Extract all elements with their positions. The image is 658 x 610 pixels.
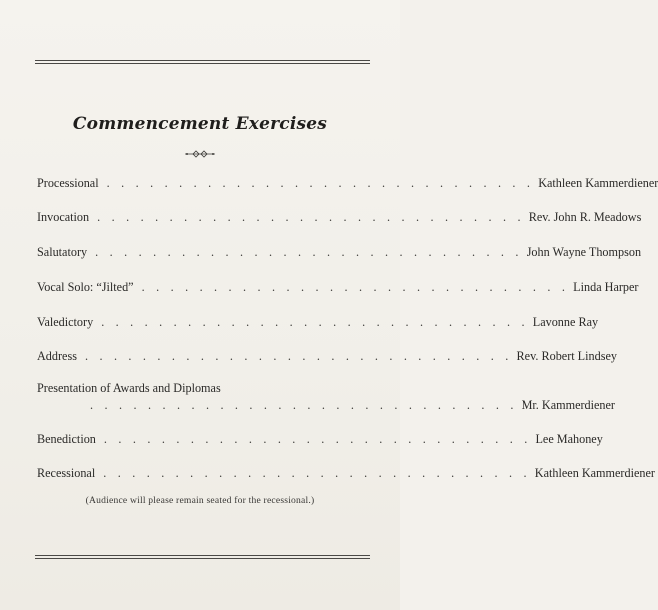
leader-dots: . . . . . . . . . . . . . . . . . . . . . . . . . . . . . . <box>103 466 531 480</box>
program-item: Processional <box>37 176 99 190</box>
program-item: Salutatory <box>37 245 88 259</box>
ornament-icon <box>183 148 217 160</box>
leader-dots: . . . . . . . . . . . . . . . . . . . . . . . . . . . . . . <box>103 432 532 446</box>
program-row-presentation-continued <box>90 398 615 416</box>
program-row-invocation <box>37 210 642 228</box>
program-item: Vocal Solo: “Jilted” <box>37 280 134 294</box>
program-person: John Wayne Thompson <box>526 245 642 259</box>
program-item: Invocation <box>37 210 90 224</box>
leader-dots: . . . . . . . . . . . . . . . . . . . . . . . . . . . . . . <box>95 245 523 259</box>
program-row-presentation <box>37 381 363 399</box>
program-person: Lavonne Ray <box>532 315 599 329</box>
program-item: Presentation of Awards and Diplomas <box>37 381 221 395</box>
leader-dots: . . . . . . . . . . . . . . . . . . . . . . . . . . . . . . <box>106 176 535 190</box>
bottom-double-rule <box>35 555 370 559</box>
leader-dots: . . . . . . . . . . . . . . . . . . . . . . . . . . . . . . <box>101 315 529 329</box>
program-row-processional <box>37 176 658 194</box>
program-person: Mr. Kammerdiener <box>521 398 615 412</box>
top-double-rule <box>35 60 370 64</box>
program-row-valedictory <box>37 315 599 333</box>
leader-dots: . . . . . . . . . . . . . . . . . . . . . . . . . . . . . . <box>141 280 570 294</box>
program-item: Recessional <box>37 466 96 480</box>
program-person: Rev. John R. Meadows <box>528 210 642 224</box>
program-person: Rev. Robert Lindsey <box>516 349 617 363</box>
program-row-benediction <box>37 432 603 450</box>
leader-dots: . . . . . . . . . . . . . . . . . . . . . . . . . . . . . . <box>97 210 525 224</box>
program-row-recessional <box>37 466 655 484</box>
program-row-salutatory <box>37 245 642 263</box>
leader-dots: . . . . . . . . . . . . . . . . . . . . . . . . . . . . . . <box>90 398 518 412</box>
program-row-address <box>37 349 617 367</box>
leader-dots: . . . . . . . . . . . . . . . . . . . . . . . . . . . . . . <box>84 349 513 363</box>
program-person: Linda Harper <box>573 280 639 294</box>
program-row-vocal-solo <box>37 280 639 298</box>
audience-footnote: (Audience will please remain seated for the recessional.) <box>85 495 315 506</box>
page-title: Commencement Exercises <box>72 114 328 134</box>
program-item: Address <box>37 349 77 363</box>
program-person: Lee Mahoney <box>535 432 603 446</box>
program-person: Kathleen Kammerdiener <box>534 466 655 480</box>
program-item: Benediction <box>37 432 96 446</box>
program-person: Kathleen Kammerdiener <box>538 176 658 190</box>
program-item: Valedictory <box>37 315 94 329</box>
